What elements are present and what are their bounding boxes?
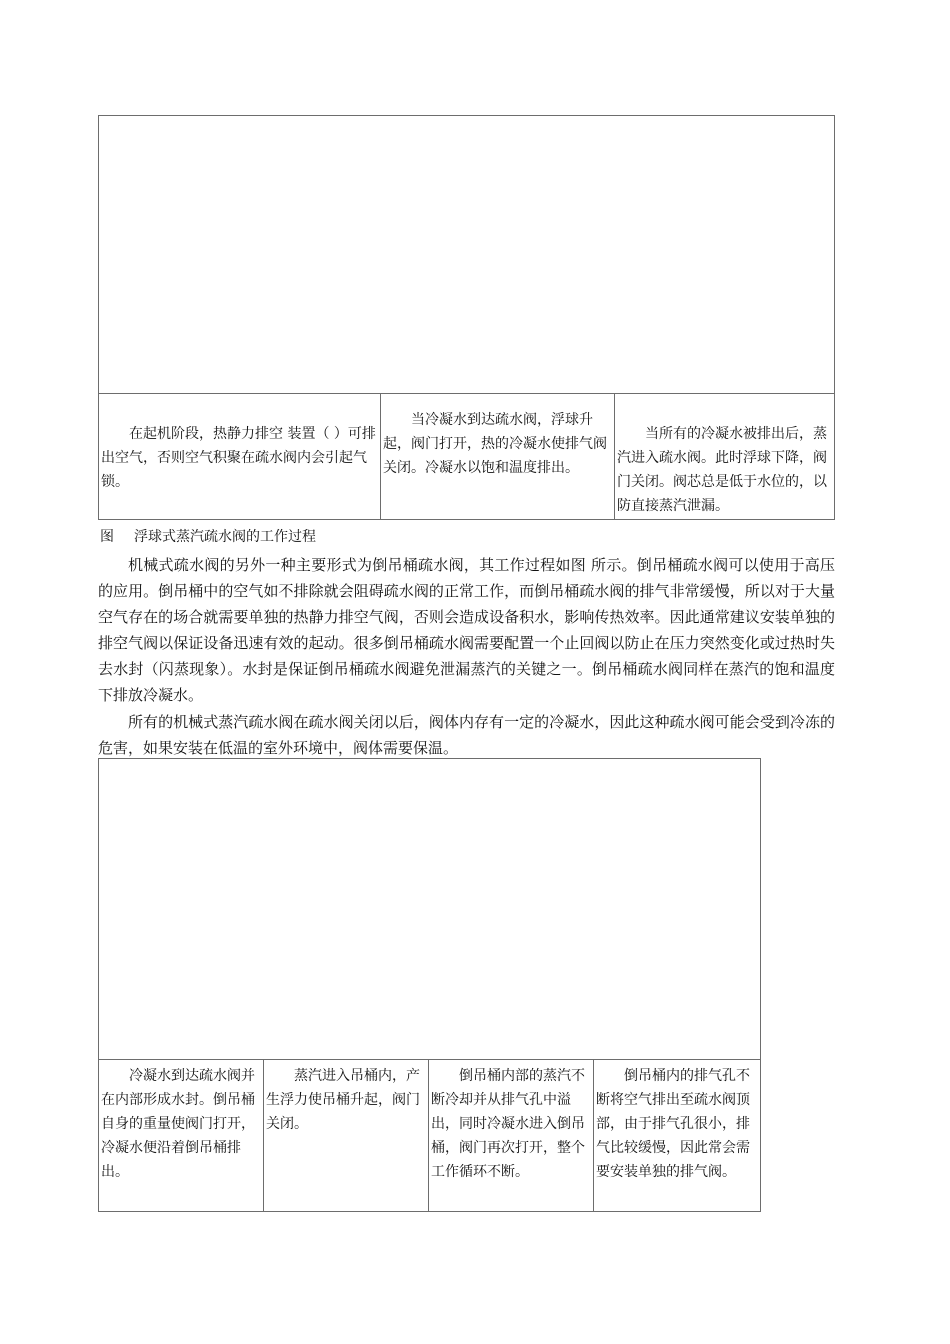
figure1-cell-condensate-arrives: 当冷凝水到达疏水阀，浮球升起，阀门打开，热的冷凝水使排气阀关闭。冷凝水以饱和温度排出。	[381, 394, 615, 519]
figure1-caption-label: 图	[100, 529, 114, 545]
paragraph-freeze-warning: 所有的机械式蒸汽疏水阀在疏水阀关闭以后，阀体内存有一定的冷凝水，因此这种疏水阀可能会受到冷冻的危害，如果安装在低温的室外环境中，阀体需要保温。	[98, 713, 835, 757]
inverted-bucket-figure-image-area	[99, 759, 760, 1060]
figure1-caption	[100, 525, 316, 549]
inverted-bucket-figure-table	[98, 758, 761, 1212]
figure1-caption-text: 浮球式蒸汽疏水阀的工作过程	[134, 529, 316, 545]
figure1-cell-startup: 在起机阶段，热静力排空 装置（ ）可排出空气，否则空气积聚在疏水阀内会引起气锁。	[99, 394, 381, 519]
figure1-cell-steam-enters: 当所有的冷凝水被排出后，蒸汽进入疏水阀。此时浮球下降，阀门关闭。阀芯总是低于水位的，以防直接蒸汽泄漏。	[617, 426, 827, 514]
figure2-cell-bucket-rises: 蒸汽进入吊桶内，产生浮力使吊桶升起，阀门关闭。	[264, 1060, 429, 1211]
float-trap-figure-table	[98, 115, 835, 520]
paragraph-inverted-bucket: 机械式疏水阀的另外一种主要形式为倒吊桶疏水阀，其工作过程如图 所示。倒吊桶疏水阀可以使用于高压的应用。倒吊桶中的空气如不排除就会阻碍疏水阀的正常工作，而倒吊桶疏水阀的排气非常缓慢，所以对于大量空气存在的场合就需要单独的热静力排空气阀，否则会造成设备积水，影响传热效率。因此通常建议安装单独的排空气阀以保证设备迅速有效的起动。很多倒吊桶疏水阀需要配置一个止回阀以防止在压力突然变化或过热时失去水封（闪蒸现象）。水封是保证倒吊桶疏水阀避免泄漏蒸汽的关键之一。倒吊桶疏水阀同样在蒸汽的饱和温度下排放冷凝水。	[98, 556, 835, 704]
figure2-cell-vent-hole: 倒吊桶内的排气孔不断将空气排出至疏水阀顶部，由于排气孔很小，排气比较缓慢，因此常会需要安装单独的排气阀。	[596, 1068, 750, 1180]
float-trap-figure-image-area	[99, 116, 834, 394]
figure2-cell-water-seal: 冷凝水到达疏水阀并在内部形成水封。倒吊桶自身的重量使阀门打开，冷凝水便沿着倒吊桶排出。	[99, 1060, 264, 1211]
figure2-cell-cycle: 倒吊桶内部的蒸汽不断冷却并从排气孔中溢出，同时冷凝水进入倒吊桶，阀门再次打开，整个工作循环不断。	[429, 1060, 594, 1211]
